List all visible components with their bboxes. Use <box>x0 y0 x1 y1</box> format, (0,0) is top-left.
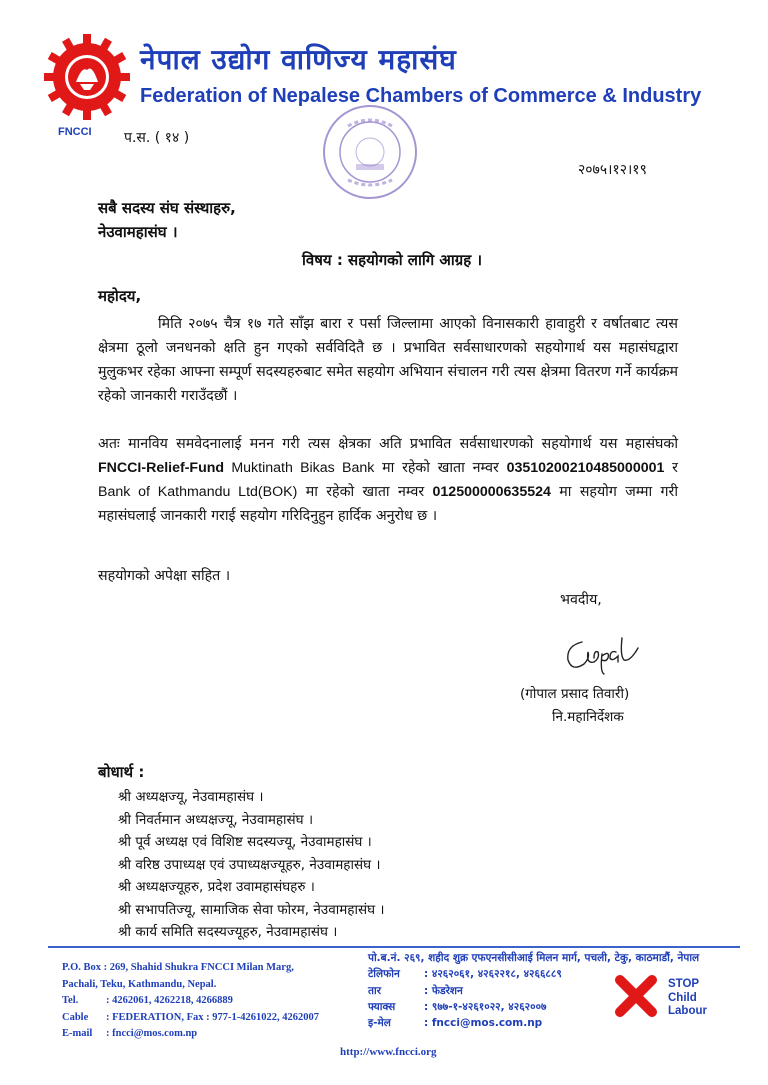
footer-np-fax-value: : ९७७-१-४२६१०२२, ४२६२००७ <box>424 1000 547 1013</box>
footer-np-tel-label: टेलिफोन <box>368 968 400 981</box>
footer-np-email-value: : fncci@mos.com.np <box>424 1017 543 1030</box>
salutation: महोदय, <box>98 287 142 305</box>
bank-name-1: Muktinath Bikas Bank <box>224 460 375 476</box>
recipient-block <box>98 196 236 244</box>
cc-list <box>118 786 384 944</box>
cc-item: श्री निवर्तमान अध्यक्षज्यू, नेउवामहासंघ । <box>118 811 314 828</box>
p2-text-a: अतः मानविय समवेदनालाई मनन गरी त्यस क्षेत्रका अति प्रभावित सर्वसाधारणको सहयोगार्थ यस महासंघको <box>98 436 678 452</box>
bank-name-2: Bank of Kathmandu Ltd(BOK) <box>98 484 298 500</box>
official-seal-stamp <box>320 102 420 202</box>
recipient-line-2: नेउवामहासंघ । <box>98 223 178 241</box>
cc-item: श्री वरिष्ठ उपाध्यक्ष एवं उपाध्यक्षज्यूहरु, नेउवामहासंघ । <box>118 856 381 873</box>
website-link[interactable]: http://www.fncci.org <box>340 1046 437 1058</box>
fund-name: FNCCI-Relief-Fund <box>98 460 225 476</box>
p2-text-g: मा सहयोग जम्मा गरी महासंघलाई जानकारी गराई सहयोग गरिदिनुहुन हार्दिक अनुरोध छ । <box>98 484 678 524</box>
recipient-line-1: सबै सदस्य संघ संस्थाहरु, <box>98 199 236 217</box>
subject-line: विषय : सहयोगको लागि आग्रह । <box>302 251 483 269</box>
footer-address-line-1: P.O. Box : 269, Shahid Shukra FNCCI Milan Marg, <box>62 962 294 973</box>
footer-tel-value: : 4262061, 4262218, 4266889 <box>106 995 233 1006</box>
fncci-logo <box>42 32 132 122</box>
letter-date: २०७५।१२।१९ <box>578 162 647 178</box>
account-number-1: 03510200210485000001 <box>506 460 665 476</box>
account-number-2: 012500000635524 <box>432 484 551 500</box>
signatory-title: नि.महानिर्देशक <box>552 709 624 725</box>
cc-item: श्री पूर्व अध्यक्ष एवं विशिष्ट सदस्यज्यू, नेउवामहासंघ । <box>118 834 372 850</box>
p2-text-f: मा रहेको खाता नम्वर <box>297 484 433 500</box>
org-name-nepali: नेपाल उद्योग वाणिज्य महासंघ <box>140 43 457 76</box>
org-name-english: Federation of Nepalese Chambers of Commerce & Industry <box>140 85 702 107</box>
footer-np-fax-label: फ्याक्स <box>368 1000 396 1013</box>
cc-item: श्री कार्य समिति सदस्यज्यूहरु, नेउवामहासंघ । <box>118 924 338 940</box>
footer-np-tar-value: : फेडरेशन <box>424 984 463 997</box>
footer-email-value: : fncci@mos.com.np <box>106 1028 198 1039</box>
handwritten-signature <box>560 628 650 678</box>
stop-word: STOP <box>668 978 700 990</box>
closing-line: सहयोगको अपेक्षा सहित । <box>98 568 231 584</box>
cc-item: श्री सभापतिज्यू, सामाजिक सेवा फोरम, नेउवामहासंघ । <box>118 901 385 918</box>
body-paragraph-1: मिति २०७५ चैत्र १७ गते साँझ बारा र पर्सा जिल्लामा आएको विनासकारी हावाहुरी र वर्षातबाट त्यस क्षेत्रमा ठूलो जनधनको क्षति हुन गएको सर्वविदितै छ । प्रभावित सर्वसाधारणको सहयोगार्थ यस महासंघद्वारा मुलुकभर रहेका आफ्ना सम्पूर्ण सदस्यहरुबाट समेत सहयोग अभियान संचालन गरी त्यस क्षेत्रमा वितरण गर्ने कार्यक्रम रहेको जानकारी गराउँदछौं । <box>98 316 678 404</box>
footer-tel-label: Tel. <box>62 995 79 1006</box>
footer-address-line-2: Pachali, Teku, Kathmandu, Nepal. <box>62 978 217 990</box>
yours-faithfully: भवदीय, <box>560 592 602 608</box>
p2-text-d: र <box>664 460 678 476</box>
reference-number: प.स. ( १४ ) <box>124 130 190 146</box>
cc-item: श्री अध्यक्षज्यूहरु, प्रदेश उवामहासंघहरु । <box>118 879 315 895</box>
stop-child-labour-x-icon <box>614 974 658 1018</box>
footer-np-email-label: इ-मेल <box>368 1017 391 1030</box>
footer-email-label: E-mail <box>62 1028 93 1039</box>
footer-np-address: पो.ब.नं. २६९, शहीद शुक्र एफएनसीसीआई मिलन मार्ग, पचली, टेकु, काठमाडौं, नेपाल <box>368 952 700 964</box>
child-word: Child <box>668 991 697 1004</box>
footer-cable-value: : FEDERATION, Fax : 977-1-4261022, 4262007 <box>106 1011 320 1023</box>
labour-word: Labour <box>668 1005 707 1017</box>
footer-divider <box>48 946 740 948</box>
p2-text-c: मा रहेको खाता नम्वर <box>374 460 507 476</box>
cc-item: श्री अध्यक्षज्यू, नेउवामहासंघ । <box>118 789 264 805</box>
footer-cable-label: Cable <box>62 1011 89 1023</box>
signatory-name: (गोपाल प्रसाद तिवारी) <box>520 686 630 702</box>
body-paragraph-2 <box>98 432 678 528</box>
footer-np-tar-label: तार <box>368 984 381 997</box>
footer-np-tel-value: : ४२६२०६१, ४२६२२१८, ४२६६८८९ <box>424 968 562 981</box>
logo-label: FNCCI <box>58 126 92 138</box>
cc-heading: बोधार्थ : <box>98 763 145 781</box>
stop-child-labour-text <box>668 978 707 1019</box>
footer-address-english <box>62 960 319 1043</box>
